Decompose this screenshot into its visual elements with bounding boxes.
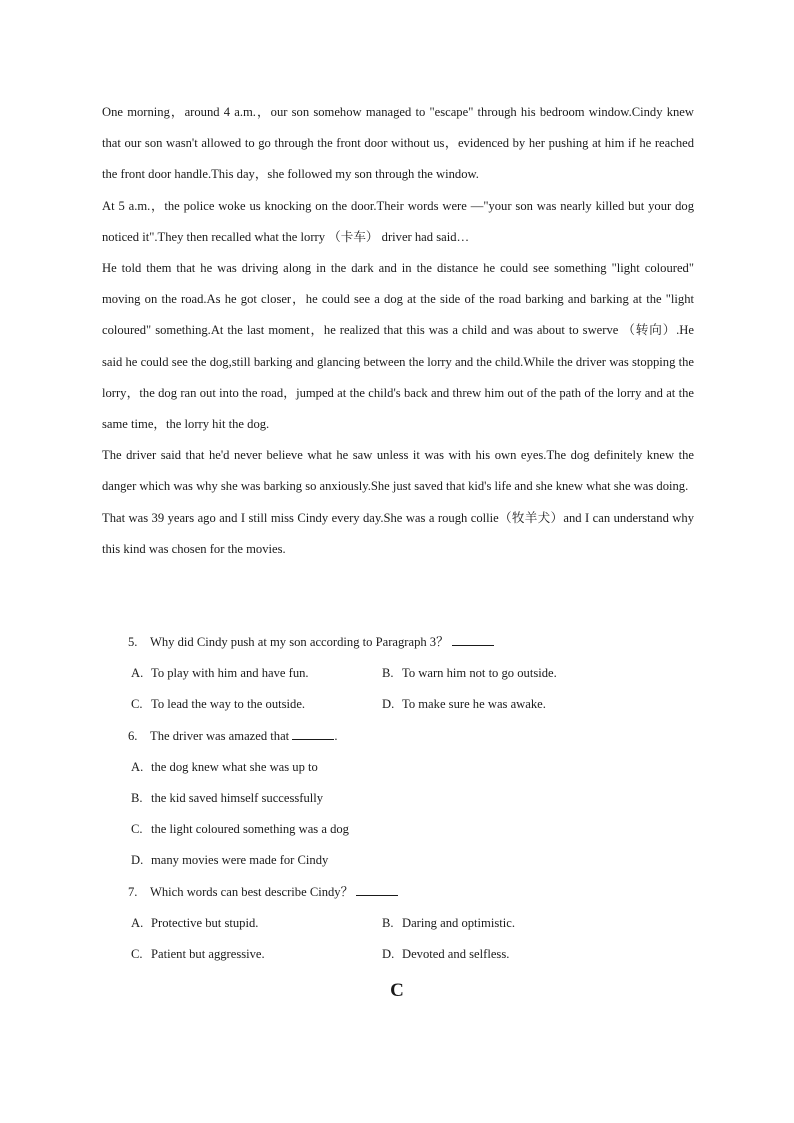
option-letter: D. [382, 947, 395, 961]
question-7 [128, 882, 398, 902]
option-c [131, 944, 265, 964]
section-heading: C [390, 980, 404, 1001]
option-c [131, 694, 305, 714]
question-stem: Why did Cindy push at my son according to Paragraph 3？ [150, 635, 449, 649]
option-b [131, 788, 323, 808]
option-d [382, 944, 509, 964]
option-letter: A. [131, 916, 144, 930]
question-6 [128, 726, 337, 746]
option-a [131, 663, 309, 683]
option-d [131, 850, 328, 870]
option-a [131, 913, 258, 933]
option-c [131, 819, 349, 839]
option-letter: A. [131, 760, 144, 774]
question-stem-end: . [334, 729, 338, 743]
option-letter: A. [131, 666, 144, 680]
option-letter: B. [382, 916, 394, 930]
answer-blank [292, 727, 334, 740]
paragraph-3: He told them that he was driving along in the dark and in the distance he could see something "light coloured" moving on the road.As he got closer，he could see a dog at the side of the road barking and barking at the "light coloured" something.At the last moment，he realized that this was a child and was about to swerve （转向）.He said he could see the dog,still barking and glancing between the lorry and the child.While the driver was stopping the lorry，the dog ran out into the road，jumped at the child's back and threw him out of the path of the lorry and at the same time，the lorry hit the dog. [102, 261, 694, 432]
option-a [131, 757, 318, 777]
option-text: To warn him not to go outside. [402, 666, 557, 680]
question-stem: The driver was amazed that [150, 729, 290, 743]
reading-passage [102, 97, 694, 565]
option-text: To play with him and have fun. [151, 666, 309, 680]
option-text: Daring and optimistic. [402, 916, 515, 930]
question-number: 5. [128, 635, 138, 649]
question-stem: Which words can best describe Cindy？ [150, 885, 354, 899]
option-b [382, 663, 557, 683]
option-letter: C. [131, 947, 143, 961]
option-text: To make sure he was awake. [402, 697, 546, 711]
option-d [382, 694, 546, 714]
question-number: 7. [128, 885, 138, 899]
option-text: Devoted and selfless. [402, 947, 510, 961]
option-text: the dog knew what she was up to [151, 760, 318, 774]
paragraph-4: The driver said that he'd never believe what he saw unless it was with his own eyes.The dog definitely knew the danger which was why she was barking so anxiously.She just saved that kid's life and she knew what she was doing. [102, 448, 694, 494]
option-letter: B. [131, 791, 143, 805]
answer-blank [452, 633, 494, 646]
option-letter: C. [131, 697, 143, 711]
option-letter: B. [382, 666, 394, 680]
paragraph-2: At 5 a.m.，the police woke us knocking on the door.Their words were —"your son was nearly killed but your dog noticed it".They then recalled what the lorry （卡车） driver had said… [102, 198, 694, 244]
option-text: Protective but stupid. [151, 916, 259, 930]
option-text: the light coloured something was a dog [151, 822, 349, 836]
paragraph-5: That was 39 years ago and I still miss Cindy every day.She was a rough collie（牧羊犬）and I can understand why this kind was chosen for the movies. [102, 510, 694, 556]
option-text: many movies were made for Cindy [151, 853, 329, 867]
option-letter: D. [131, 853, 144, 867]
option-text: the kid saved himself successfully [151, 791, 324, 805]
option-letter: C. [131, 822, 143, 836]
answer-blank [356, 883, 398, 896]
option-text: Patient but aggressive. [151, 947, 265, 961]
question-5 [128, 632, 494, 652]
question-number: 6. [128, 729, 138, 743]
option-b [382, 913, 515, 933]
option-text: To lead the way to the outside. [151, 697, 306, 711]
option-letter: D. [382, 697, 395, 711]
paragraph-1: One morning，around 4 a.m.，our son somehow managed to "escape" through his bedroom window.Cindy knew that our son wasn't allowed to go through the front door without us，evidenced by her pushing at him if he reached the front door handle.This day，she followed my son through the window. [102, 105, 694, 182]
